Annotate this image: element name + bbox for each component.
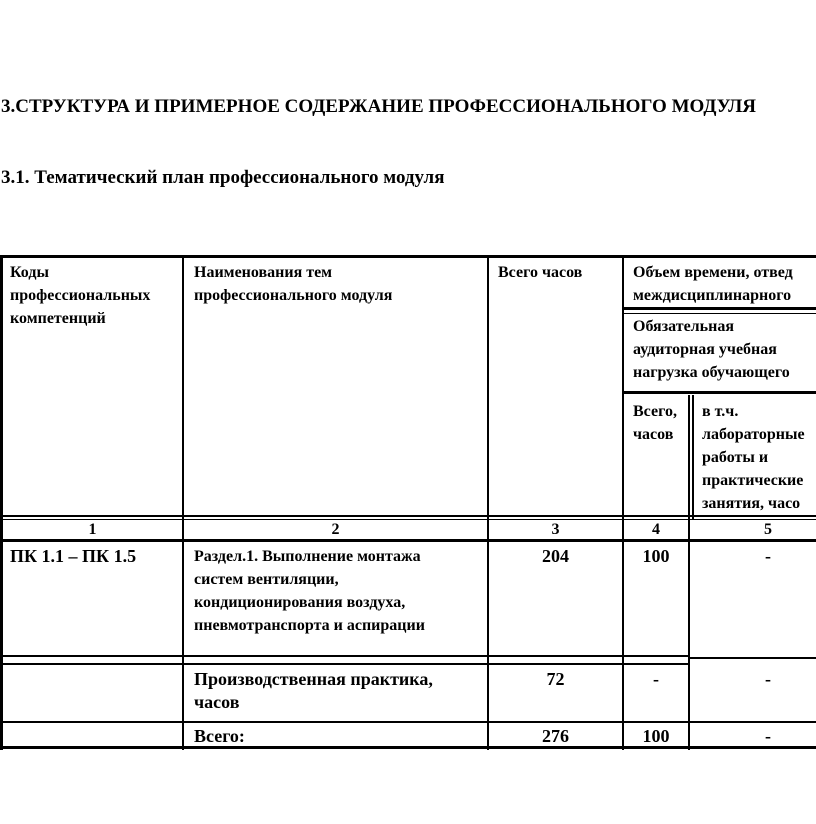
header-sub-total bbox=[633, 400, 677, 446]
row1-bottom-1 bbox=[0, 655, 690, 657]
row1-hours: 100 bbox=[642, 546, 670, 566]
section-subtitle: 3.1. Тематический план профессионального модуля bbox=[1, 167, 445, 188]
header-codes bbox=[10, 261, 150, 330]
row1-title-line-2: систем вентиляции, bbox=[194, 571, 339, 588]
row3-hours: 100 bbox=[642, 726, 670, 746]
row3-title: Всего: bbox=[194, 726, 245, 746]
row2-title bbox=[194, 668, 433, 714]
header-sub-lab-line-4: практические bbox=[702, 472, 804, 489]
col-divider-4b bbox=[692, 395, 694, 519]
header-volume-line-2: междисциплинарного bbox=[633, 287, 792, 304]
table-border-top bbox=[0, 255, 816, 258]
column-number-2: 2 bbox=[331, 521, 340, 538]
section-title: 3.СТРУКТУРА И ПРИМЕРНОЕ СОДЕРЖАНИЕ ПРОФЕССИОНАЛЬНОГО МОДУЛЯ bbox=[1, 96, 756, 117]
row1-title-line-3: кондиционирования воздуха, bbox=[194, 594, 406, 611]
row3-lab: - bbox=[765, 726, 771, 746]
header-sub-lab-line-2: лабораторные bbox=[702, 426, 805, 443]
header-sub-total-line-2: часов bbox=[633, 426, 674, 443]
header-codes-line-1: Коды bbox=[10, 264, 49, 281]
row2-title-line-2: часов bbox=[194, 692, 240, 712]
row1-title-line-4: пневмотранспорта и аспирации bbox=[194, 617, 425, 634]
table-border-left bbox=[0, 255, 3, 750]
header-sub-lab-line-1: в т.ч. bbox=[702, 403, 739, 420]
header-mandatory bbox=[633, 315, 790, 384]
header-codes-line-3: компетенций bbox=[10, 310, 106, 327]
header-mandatory-line-1: Обязательная bbox=[633, 318, 734, 335]
header-sub-lab bbox=[702, 400, 805, 515]
row3-total: 276 bbox=[542, 726, 569, 746]
volume-divider bbox=[622, 307, 816, 310]
header-topics bbox=[194, 261, 392, 307]
col-divider-1 bbox=[182, 255, 184, 750]
header-mandatory-line-3: нагрузка обучающего bbox=[633, 364, 790, 381]
header-topics-line-2: профессионального модуля bbox=[194, 287, 393, 304]
row2-lab: - bbox=[765, 669, 771, 689]
column-number-5: 5 bbox=[764, 521, 772, 538]
header-mandatory-line-2: аудиторная учебная bbox=[633, 341, 777, 358]
header-sub-total-line-1: Всего, bbox=[633, 403, 677, 420]
column-number-4: 4 bbox=[652, 521, 660, 538]
row2-total: 72 bbox=[546, 669, 565, 689]
column-number-1: 1 bbox=[88, 521, 97, 538]
row1-title-line-1: Раздел.1. Выполнение монтажа bbox=[194, 548, 421, 565]
header-volume-line-1: Объем времени, отвед bbox=[633, 264, 793, 281]
header-total-hours: Всего часов bbox=[498, 264, 583, 281]
row2-bottom bbox=[0, 721, 816, 723]
column-number-3: 3 bbox=[551, 521, 560, 538]
row1-code: ПК 1.1 – ПК 1.5 bbox=[10, 546, 137, 566]
row2-hours: - bbox=[653, 669, 659, 689]
header-volume bbox=[633, 261, 793, 307]
row2-title-line-1: Производственная практика, bbox=[194, 669, 433, 689]
row1-right-extra bbox=[690, 657, 816, 659]
col-divider-4 bbox=[688, 395, 690, 750]
row1-title bbox=[194, 545, 425, 637]
mandatory-bottom bbox=[622, 391, 816, 394]
row1-lab: - bbox=[765, 546, 771, 566]
mandatory-divider bbox=[622, 313, 816, 314]
header-sub-lab-line-3: работы и bbox=[702, 449, 769, 466]
header-sub-lab-line-5: занятия, часо bbox=[702, 495, 801, 512]
thematic-plan-table bbox=[0, 255, 816, 750]
row1-total: 204 bbox=[542, 546, 569, 566]
header-topics-line-1: Наименования тем bbox=[194, 264, 333, 281]
row1-bottom-2 bbox=[0, 663, 690, 665]
header-bottom-1 bbox=[0, 515, 816, 517]
header-codes-line-2: профессиональных bbox=[10, 287, 151, 304]
